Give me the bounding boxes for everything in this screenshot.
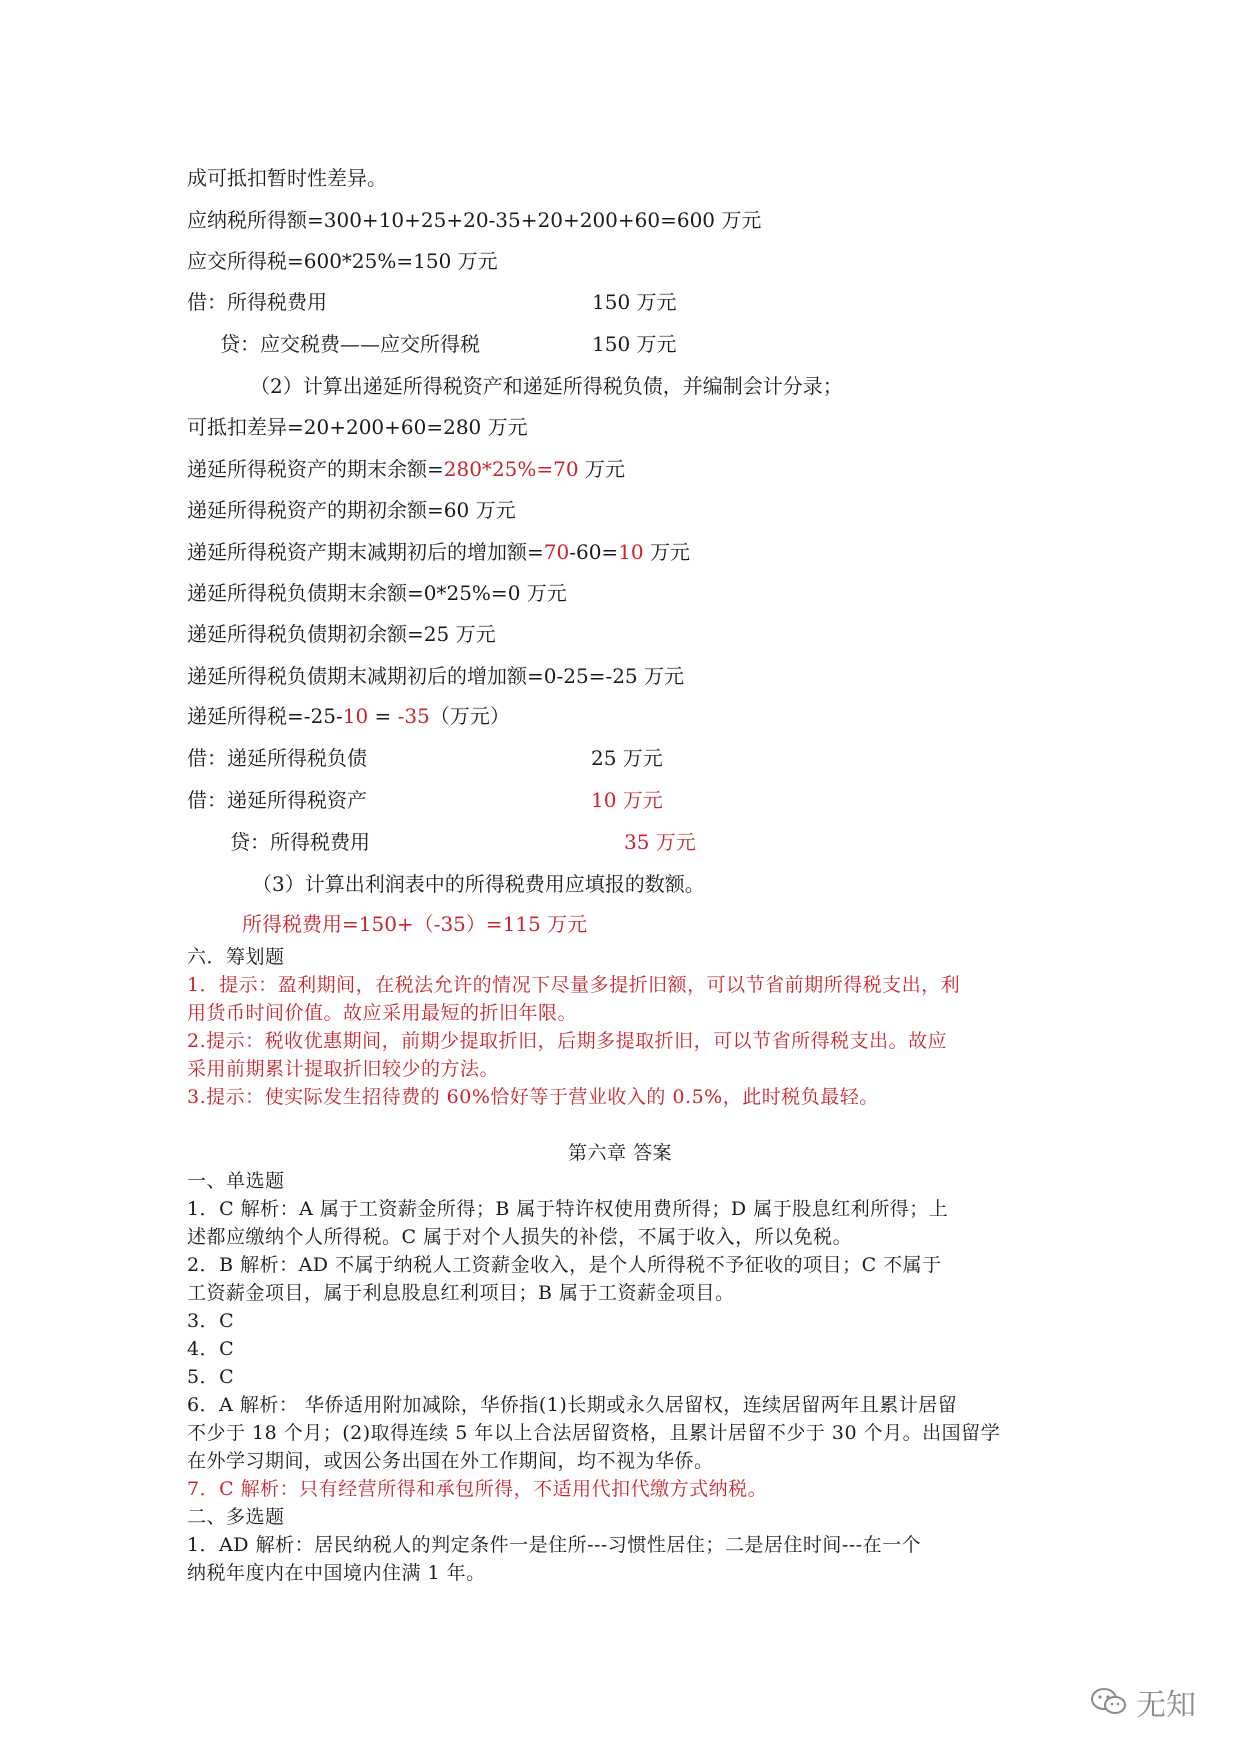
answer-line: 纳税年度内在中国境内住满 1 年。	[187, 1562, 486, 1584]
highlight-value: 10	[618, 540, 644, 564]
answer-line: 6．A 解析： 华侨适用附加减除，华侨指(1)长期或永久居留权，连续居留两年且累计居留	[187, 1394, 958, 1416]
section-title: 六．筹划题	[187, 946, 285, 968]
journal-debit-label: 借：递延所得税资产	[187, 788, 367, 812]
hint-line: 1．提示：盈利期间，在税法允许的情况下尽量多提折旧额，可以节省前期所得税支出，利	[187, 974, 961, 996]
journal-amount: 25 万元	[591, 746, 663, 770]
journal-credit-label: 贷：所得税费用	[230, 830, 370, 854]
line-text: 可抵扣差异=20+200+60=280 万元	[187, 415, 528, 439]
hint-line: 2.提示：税收优惠期间，前期少提取折旧，后期多提取折旧，可以节省所得税支出。故应	[187, 1030, 948, 1052]
highlight-value: 10	[342, 704, 369, 728]
answer-line: 工资薪金项目，属于利息股息红利项目；B 属于工资薪金项目。	[187, 1282, 735, 1304]
line-text: 递延所得税负债期末减期初后的增加额=0-25=-25 万元	[187, 664, 685, 688]
question-heading: （3）计算出利润表中的所得税费用应填报的数额。	[252, 872, 705, 896]
watermark-text: 无知	[1136, 1688, 1196, 1723]
journal-amount: 35 万元	[624, 830, 696, 854]
answer-line: 3．C	[187, 1310, 235, 1332]
answer-line: 在外学习期间，或因公务出国在外工作期间，均不视为华侨。	[187, 1450, 714, 1472]
line-text: 递延所得税=-25-10 = -35（万元）	[187, 704, 510, 728]
journal-credit-label: 贷：应交税费——应交所得税	[220, 332, 480, 356]
answer-line: 不少于 18 个月；(2)取得连续 5 年以上合法居留资格，且累计居留不少于 30 个月。出国留学	[187, 1422, 1001, 1444]
line-text: 递延所得税资产的期初余额=60 万元	[187, 498, 516, 522]
highlight-value: 70	[543, 540, 570, 564]
answer-line: 2．B 解析：AD 不属于纳税人工资薪金收入，是个人所得税不予征收的项目；C 不属于	[187, 1254, 942, 1276]
journal-amount: 150 万元	[592, 332, 677, 356]
answer-line: 1．C 解析：A 属于工资薪金所得；B 属于特许权使用费所得；D 属于股息红利所得；上	[187, 1198, 949, 1220]
line-text: 递延所得税资产的期末余额=280*25%=70 万元	[187, 457, 625, 481]
line-text: 成可抵扣暂时性差异。	[187, 166, 387, 190]
line-text: 应交所得税=600*25%=150 万元	[187, 249, 498, 273]
line-text: 应纳税所得额=300+10+25+20-35+20+200+60=600 万元	[187, 208, 762, 232]
answer-line: 述都应缴纳个人所得税。C 属于对个人损失的补偿，不属于收入，所以免税。	[187, 1226, 853, 1248]
section-title: 一、单选题	[187, 1170, 285, 1192]
answer-line: 4．C	[187, 1338, 235, 1360]
journal-debit-label: 借：递延所得税负债	[187, 746, 367, 770]
answer-line: 5．C	[187, 1366, 235, 1388]
question-heading: （2）计算出递延所得税资产和递延所得税负债，并编制会计分录；	[250, 374, 843, 398]
line-text: 递延所得税负债期末余额=0*25%=0 万元	[187, 581, 567, 605]
hint-line: 用货币时间价值。故应采用最短的折旧年限。	[187, 1002, 578, 1024]
answer-line: 所得税费用=150+（-35）=115 万元	[242, 912, 588, 936]
highlight-value: -35	[397, 704, 430, 728]
chapter-title: 第六章 答案	[567, 1142, 673, 1164]
section-title: 二、多选题	[187, 1506, 285, 1528]
watermark	[1090, 1680, 1196, 1724]
highlight-value: 280*25%=70	[443, 457, 579, 481]
answer-line: 7．C 解析：只有经营所得和承包所得，不适用代扣代缴方式纳税。	[187, 1478, 768, 1500]
line-text: 递延所得税负债期初余额=25 万元	[187, 622, 496, 646]
wechat-icon	[1090, 1686, 1128, 1718]
hint-line: 采用前期累计提取折旧较少的方法。	[187, 1058, 500, 1080]
hint-line: 3.提示：使实际发生招待费的 60%恰好等于营业收入的 0.5%，此时税负最轻。	[187, 1086, 879, 1108]
answer-line: 1．AD 解析：居民纳税人的判定条件一是住所---习惯性居住；二是居住时间---在一个	[187, 1534, 922, 1556]
line-text: 递延所得税资产期末减期初后的增加额=70-60=10 万元	[187, 540, 690, 564]
journal-debit-label: 借：所得税费用	[187, 290, 327, 314]
journal-amount: 10 万元	[591, 788, 663, 812]
journal-amount: 150 万元	[592, 290, 677, 314]
